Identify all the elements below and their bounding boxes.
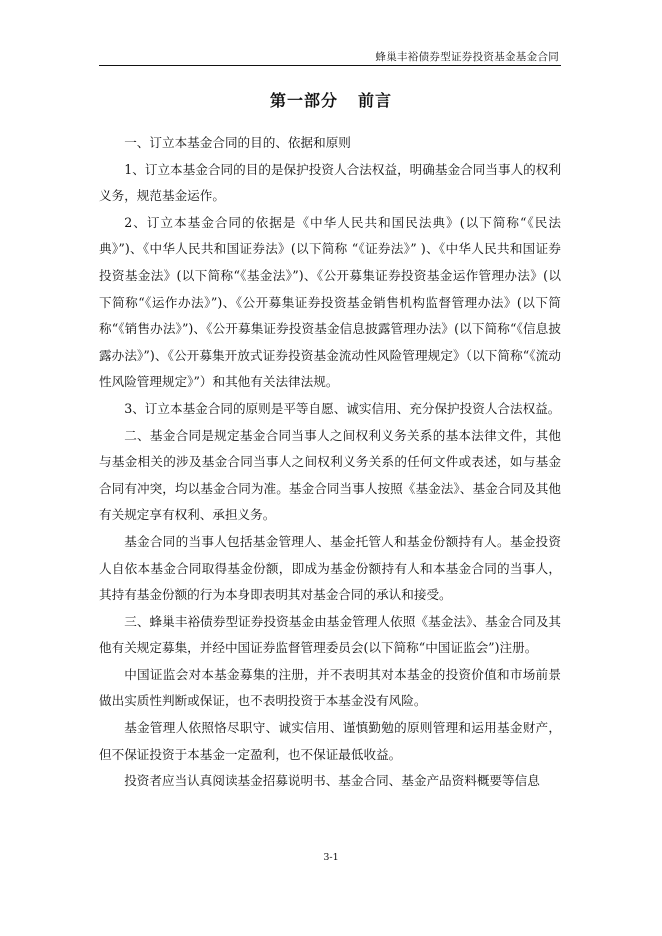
paragraph: 中国证监会对本基金募集的注册，并不表明其对本基金的投资价值和市场前景做出实质性判断或保证，也不表明投资于本基金没有风险。: [99, 666, 561, 709]
header-title: 蜂巢丰裕债券型证券投资基金基金合同: [375, 51, 559, 63]
paragraph: 三、蜂巢丰裕债券型证券投资基金由基金管理人依照《基金法》、基金合同及其他有关规定募集，并经中国证券监督管理委员会(以下简称“中国证监会”)注册。: [99, 613, 561, 656]
page-number: 3-1: [323, 852, 339, 863]
document-body: [99, 130, 561, 795]
page-footer: [0, 852, 662, 863]
paragraph-heading-1: 一、订立本基金合同的目的、依据和原则: [124, 135, 351, 150]
paragraph: 投资者应当认真阅读基金招募说明书、基金合同、基金产品资料概要等信息: [124, 773, 540, 789]
page-header: [99, 48, 561, 66]
paragraph: 3、订立本基金合同的原则是平等自愿、诚实信用、充分保护投资人合法权益。: [124, 400, 561, 416]
section-name: 前言: [358, 91, 393, 110]
paragraph: 1、订立本基金合同的目的是保护投资人合法权益，明确基金合同当事人的权利义务，规范基金运作。: [99, 161, 561, 204]
paragraph: 二、基金合同是规定基金合同当事人之间权利义务关系的基本法律文件，其他与基金相关的涉及基金合同当事人之间权利义务关系的任何文件或表述，如与基金合同有冲突，均以基金合同为准。基金合同当事人按照《基金法》、基金合同及其他有关规定享有权利、承担义务。: [99, 427, 561, 523]
paragraph: 基金管理人依照恪尽职守、诚实信用、谨慎勤勉的原则管理和运用基金财产，但不保证投资于本基金一定盈利，也不保证最低收益。: [99, 720, 561, 762]
paragraph: 2、订立本基金合同的依据是《中华人民共和国民法典》(以下简称“《民法典》”)、《中华人民共和国证券法》(以下简称 “《证券法》” )、《中华人民共和国证券投资基金法》(以下简称“《基金法》”)、《公开募集证券投资基金运作管理办法》(以下简称“《运作办法》”)、《公开募集证券投资基金销售机构监督管理办法》(以下简称“《销售办法》”)、《公开募集证券投资基金信息披露管理办法》(以下简称“《信息披露办法》”)、《公开募集开放式证券投资基金流动性风险管理规定》（以下简称“《流动性风险管理规定》”）和其他有关法律法规。: [99, 214, 561, 390]
section-title: [0, 88, 662, 111]
section-part: 第一部分: [269, 91, 338, 110]
paragraph: 基金合同的当事人包括基金管理人、基金托管人和基金份额持有人。基金投资人自依本基金合同取得基金份额，即成为基金份额持有人和本基金合同的当事人，其持有基金份额的行为本身即表明其对基金合同的承认和接受。: [99, 533, 561, 603]
